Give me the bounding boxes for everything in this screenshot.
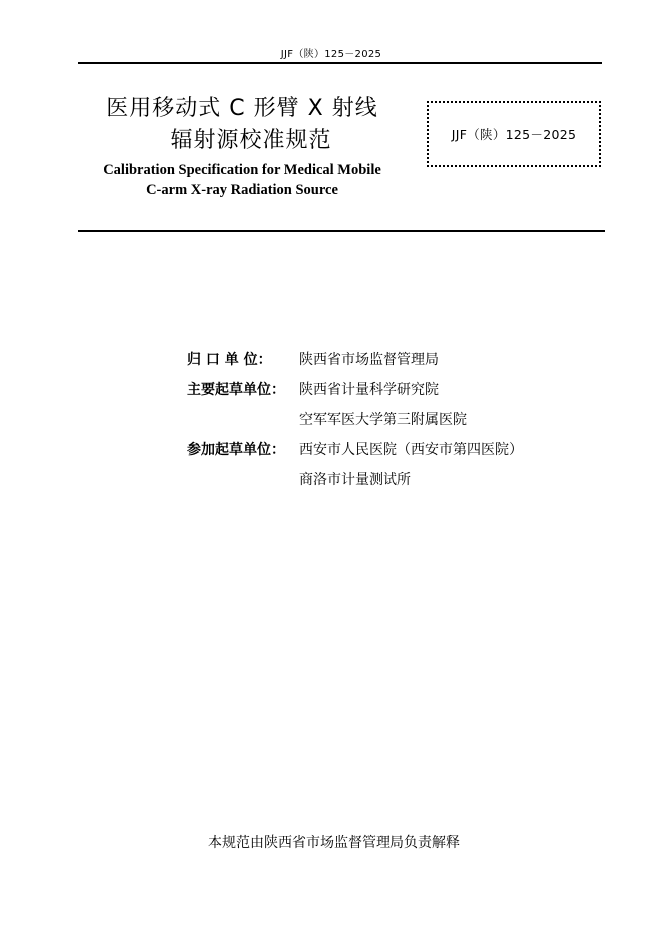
document-code-box-text: JJF（陕）125－2025 xyxy=(451,127,577,142)
org-row-main-drafter-1 xyxy=(187,377,587,407)
org-value: 陕西省计量科学研究院 xyxy=(299,382,439,398)
document-code-header: JJF（陕）125－2025 xyxy=(280,49,382,60)
org-row-participating-drafter-2 xyxy=(187,467,587,497)
org-value: 陕西省市场监督管理局 xyxy=(299,352,439,368)
org-label: 主要起草单位： xyxy=(187,382,285,398)
org-label: 归 口 单 位： xyxy=(187,352,272,368)
org-value: 商洛市计量测试所 xyxy=(299,472,411,488)
title-chinese-line-2: 辐射源校准规范 xyxy=(170,128,332,153)
org-row-main-drafter-2 xyxy=(187,407,587,437)
organizations-list xyxy=(187,347,587,497)
org-label xyxy=(187,467,299,497)
org-value: 空军军医大学第三附属医院 xyxy=(299,412,467,428)
org-value: 西安市人民医院（西安市第四医院） xyxy=(299,442,523,458)
org-label: 参加起草单位： xyxy=(187,442,285,458)
title-english-line-2: C-arm X-ray Radiation Source xyxy=(146,182,338,198)
title-divider xyxy=(78,230,605,232)
interpretation-note: 本规范由陕西省市场监督管理局负责解释 xyxy=(208,835,460,851)
title-chinese-line-1: 医用移动式 C 形臂 X 射线 xyxy=(106,96,378,121)
org-row-centralized-unit xyxy=(187,347,587,377)
document-code-box xyxy=(427,101,601,167)
title-english-line-1: Calibration Specification for Medical Mobile xyxy=(103,162,381,178)
header-divider xyxy=(78,62,602,64)
org-row-participating-drafter-1 xyxy=(187,437,587,467)
org-label xyxy=(187,407,299,437)
title-block xyxy=(78,94,406,200)
